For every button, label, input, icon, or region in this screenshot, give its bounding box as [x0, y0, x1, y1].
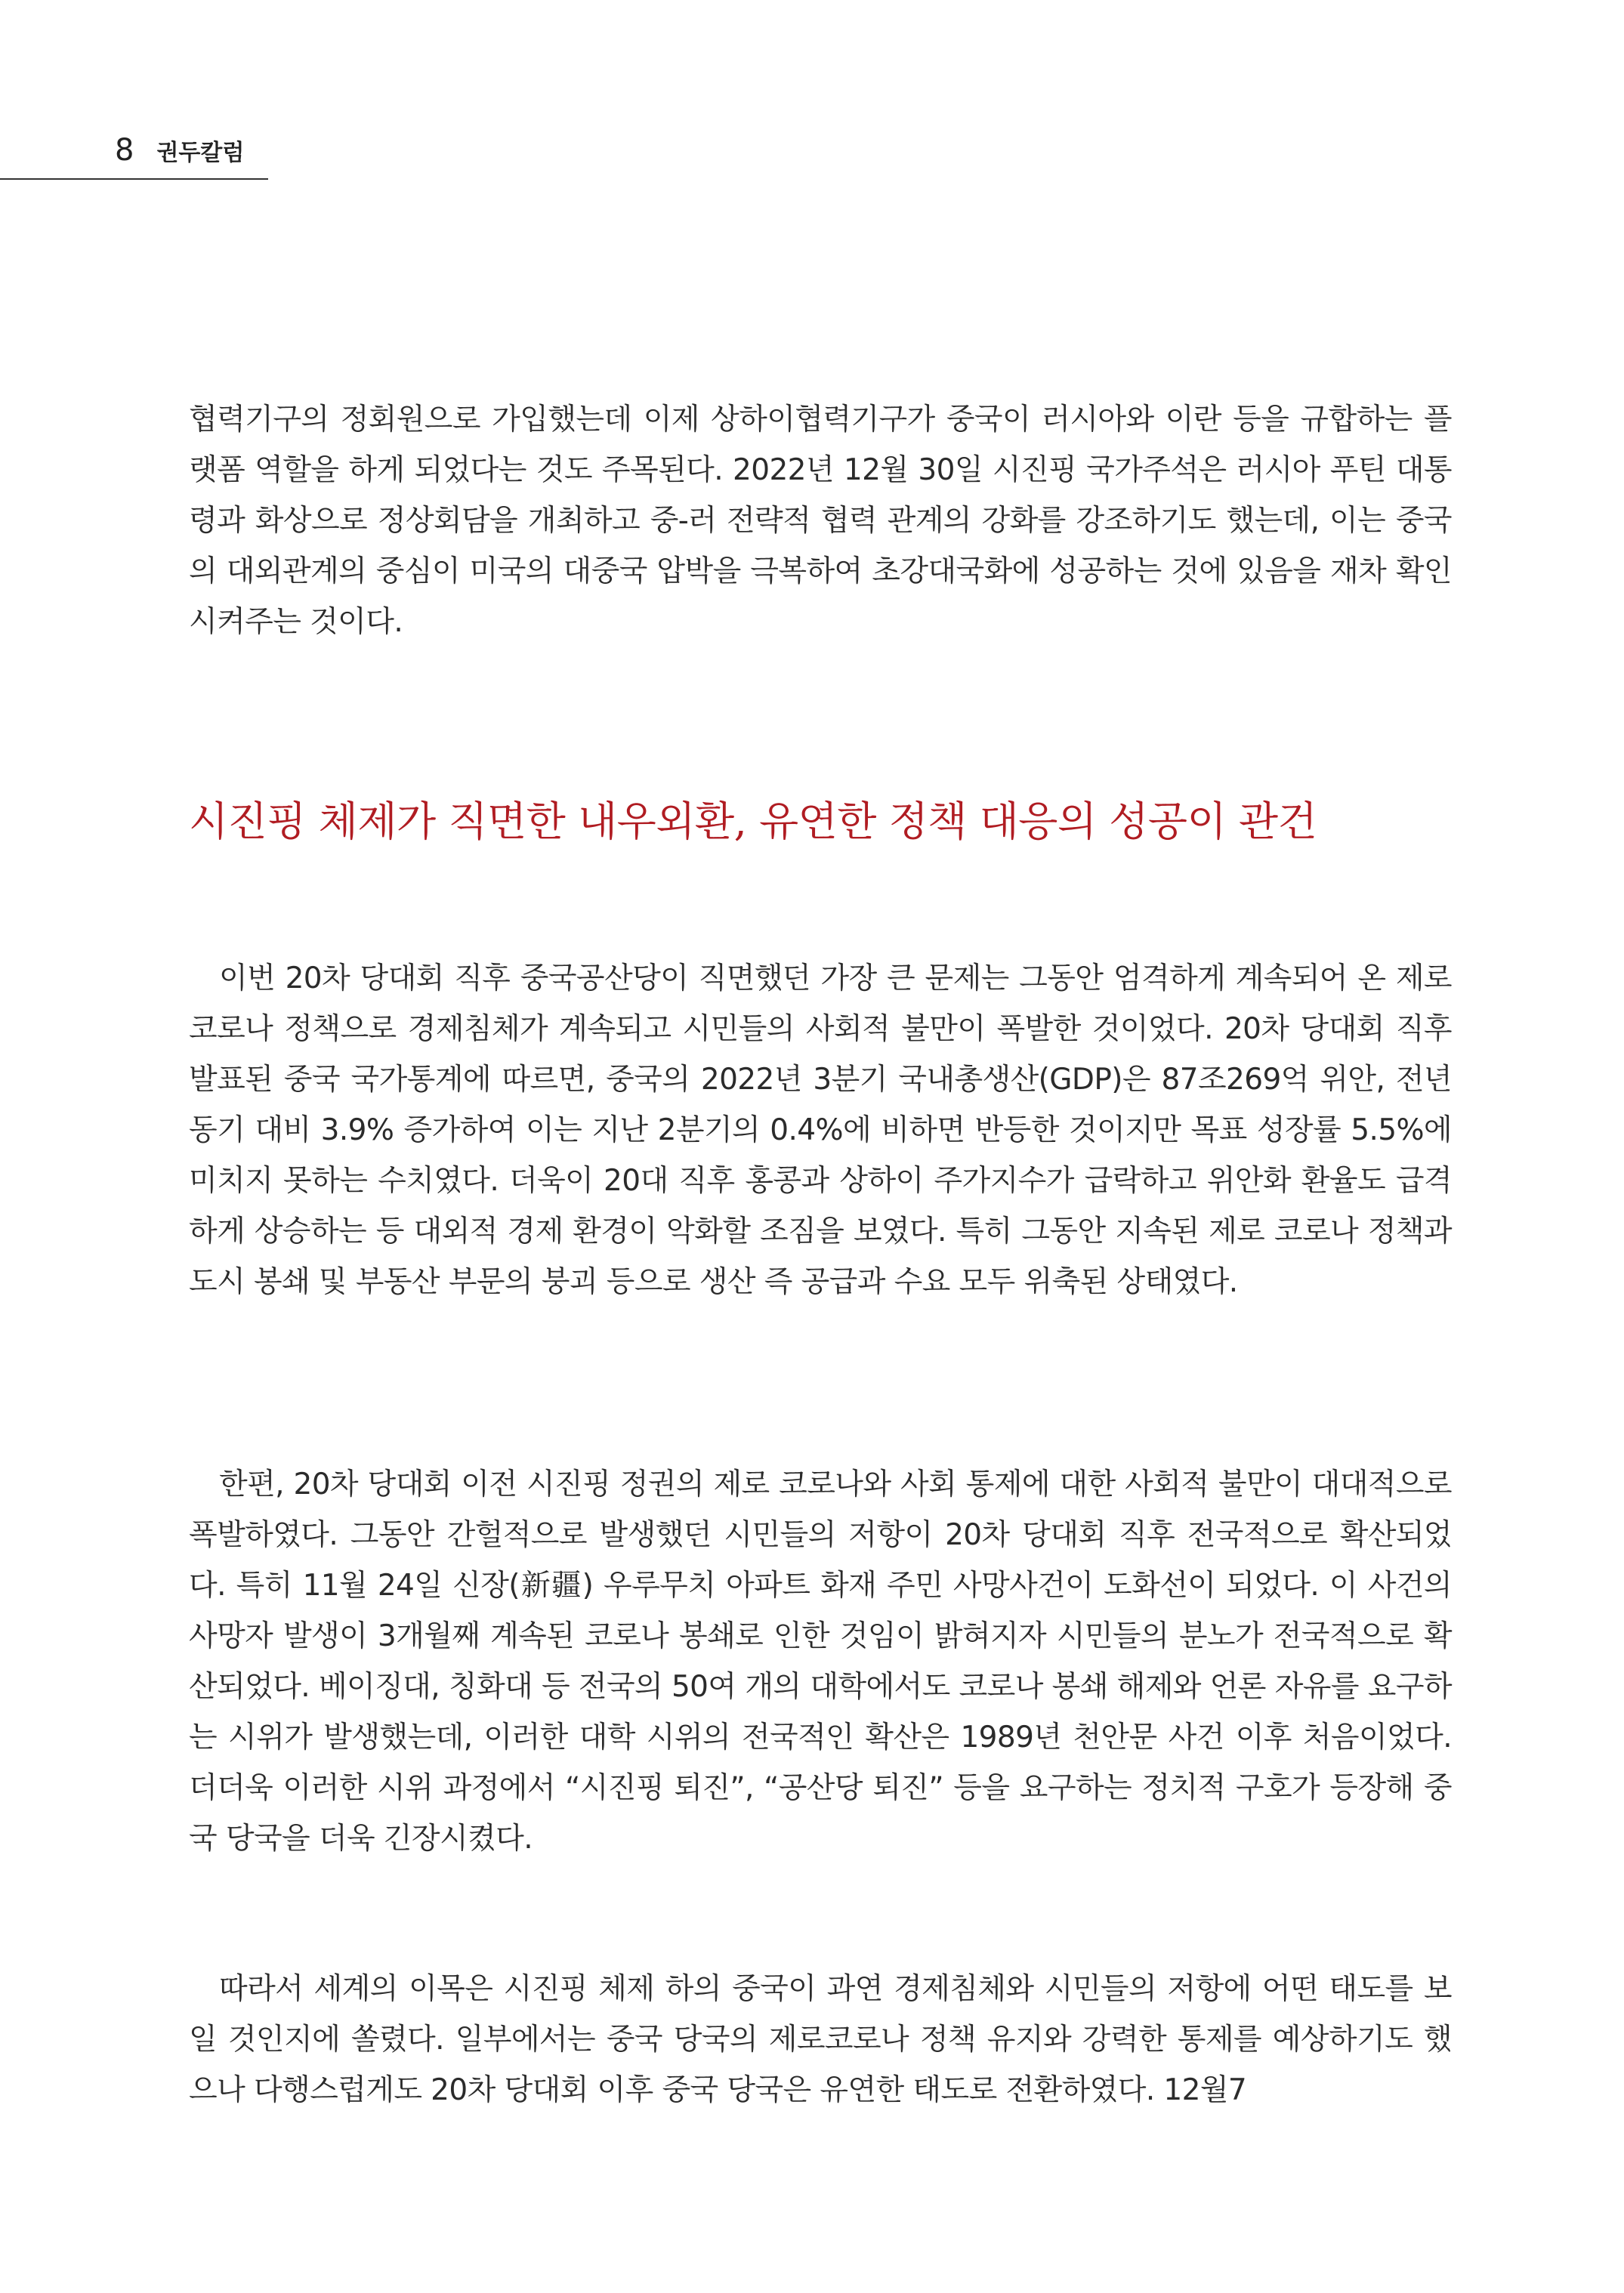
section-heading: 시진핑 체제가 직면한 내우외환, 유연한 정책 대응의 성공이 관건: [189, 798, 1317, 845]
page-header: [115, 133, 244, 178]
running-title: 권두칼럼: [156, 140, 245, 166]
page-number: 8: [115, 133, 134, 168]
header-rule: [0, 178, 268, 180]
body-paragraph-3: 따라서 세계의 이목은 시진핑 체제 하의 중국이 과연 경제침체와 시민들의 저항에 어떤 태도를 보일 것인지에 쏠렸다. 일부에서는 중국 당국의 제로코로나 정책 유지와 강력한 통제를 예상하기도 했으나 다행스럽게도 20차 당대회 이후 중국 당국은 유연한 태도로 전환하였다. 12월7: [189, 1972, 1452, 2107]
intro-paragraph: 협력기구의 정회원으로 가입했는데 이제 상하이협력기구가 중국이 러시아와 이란 등을 규합하는 플랫폼 역할을 하게 되었다는 것도 주목된다. 2022년 12월 30일 시진핑 국가주석은 러시아 푸틴 대통령과 화상으로 정상회담을 개최하고 중-러 전략적 협력 관계의 강화를 강조하기도 했는데, 이는 중국의 대외관계의 중심이 미국의 대중국 압박을 극복하여 초강대국화에 성공하는 것에 있음을 재차 확인시켜주는 것이다.: [189, 403, 1452, 639]
body-paragraph-2: 한편, 20차 당대회 이전 시진핑 정권의 제로 코로나와 사회 통제에 대한 사회적 불만이 대대적으로 폭발하였다. 그동안 간헐적으로 발생했던 시민들의 저항이 20차 당대회 직후 전국적으로 확산되었다. 특히 11월 24일 신장(新疆) 우루무치 아파트 화재 주민 사망사건이 도화선이 되었다. 이 사건의 사망자 발생이 3개월째 계속된 코로나 봉쇄로 인한 것임이 밝혀지자 시민들의 분노가 전국적으로 확산되었다. 베이징대, 칭화대 등 전국의 50여 개의 대학에서도 코로나 봉쇄 해제와 언론 자유를 요구하는 시위가 발생했는데, 이러한 대학 시위의 전국적인 확산은 1989년 천안문 사건 이후 처음이었다. 더더욱 이러한 시위 과정에서 “시진핑 퇴진”, “공산당 퇴진” 등을 요구하는 정치적 구호가 등장해 중국 당국을 더욱 긴장시켰다.: [189, 1467, 1452, 1856]
body-paragraph-1: 이번 20차 당대회 직후 중국공산당이 직면했던 가장 큰 문제는 그동안 엄격하게 계속되어 온 제로코로나 정책으로 경제침체가 계속되고 시민들의 사회적 불만이 폭발한 것이었다. 20차 당대회 직후 발표된 중국 국가통계에 따르면, 중국의 2022년 3분기 국내총생산(GDP)은 87조269억 위안, 전년 동기 대비 3.9% 증가하여 이는 지난 2분기의 0.4%에 비하면 반등한 것이지만 목표 성장률 5.5%에 미치지 못하는 수치였다. 더욱이 20대 직후 홍콩과 상하이 주가지수가 급락하고 위안화 환율도 급격하게 상승하는 등 대외적 경제 환경이 악화할 조짐을 보였다. 특히 그동안 지속된 제로 코로나 정책과 도시 봉쇄 및 부동산 부문의 붕괴 등으로 생산 즉 공급과 수요 모두 위축된 상태였다.: [189, 961, 1452, 1299]
